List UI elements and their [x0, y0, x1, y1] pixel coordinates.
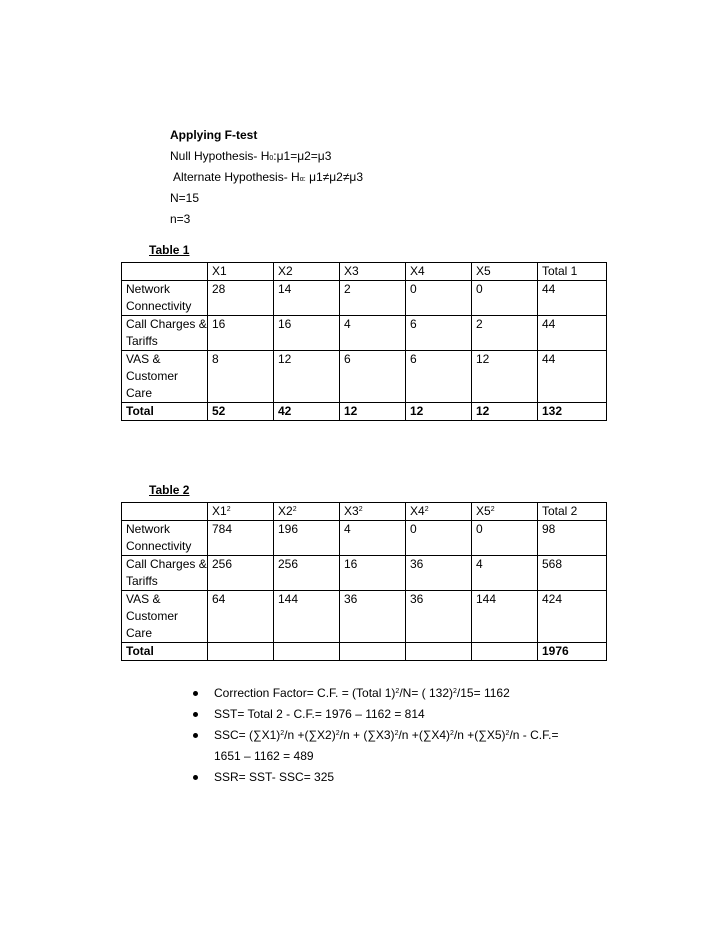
row-label: VAS & Customer Care — [122, 591, 208, 643]
table-row — [122, 556, 607, 591]
table-cell: 784 — [208, 521, 274, 556]
table-cell: 12 — [274, 351, 340, 403]
table-cell: 256 — [274, 556, 340, 591]
correction-factor-item: Correction Factor= C.F. = (Total 1)$^2$/N= ( 132)$^2$/15= 1162 — [188, 683, 558, 704]
table-cell: 16 — [340, 556, 406, 591]
row-label: Network Connectivity — [122, 281, 208, 316]
table-row — [122, 643, 607, 661]
table-cell: 64 — [208, 591, 274, 643]
table-cell: 144 — [472, 591, 538, 643]
table-cell: 44 — [538, 316, 607, 351]
intro-block — [170, 125, 363, 230]
table1-body — [122, 263, 607, 421]
header-row — [122, 263, 607, 281]
header-cell: X1 — [208, 263, 274, 281]
null-hypothesis: Null Hypothesis- $H_0:\mu 1=\mu 2=\mu 3$ — [170, 149, 332, 163]
table-cell: 42 — [274, 403, 340, 421]
row-label: Total — [122, 643, 208, 661]
header-cell: $X2^2$ — [274, 503, 340, 521]
table-cell: 12 — [340, 403, 406, 421]
ssr-item: SSR= SST- SSC= 325 — [188, 767, 558, 788]
ssc-item: $SSC= (\sum X1)^2/n +(\sum X2)^2/n + (\sum X3)^2/n +(\sum X4)^2/n +(\sum X5)^2/n - C.F.=$ 1651 – 1162 = 489 — [188, 725, 558, 767]
table-cell: 52 — [208, 403, 274, 421]
table-row — [122, 591, 607, 643]
table-row — [122, 281, 607, 316]
header-cell: X5 — [472, 263, 538, 281]
row-label: Network Connectivity — [122, 521, 208, 556]
table1-caption: Table 1 — [149, 243, 190, 257]
table-cell — [472, 643, 538, 661]
table-cell: 424 — [538, 591, 607, 643]
table-cell: 36 — [406, 591, 472, 643]
table-row — [122, 403, 607, 421]
header-cell: Total 2 — [538, 503, 607, 521]
bullet-dot-icon — [193, 775, 198, 780]
table-cell — [208, 643, 274, 661]
table-cell: 16 — [208, 316, 274, 351]
table-cell: 8 — [208, 351, 274, 403]
header-row — [122, 503, 607, 521]
table-cell — [340, 643, 406, 661]
table-cell: 0 — [406, 521, 472, 556]
table-cell: 0 — [472, 281, 538, 316]
sst-item: SST= Total 2 - C.F.= 1976 – 1162 = 814 — [188, 704, 558, 725]
table-cell — [406, 643, 472, 661]
table-cell: 2 — [340, 281, 406, 316]
table-cell: 12 — [406, 403, 472, 421]
bullet-dot-icon — [193, 712, 198, 717]
table-cell: 0 — [472, 521, 538, 556]
heading: Applying F-test — [170, 128, 258, 142]
table-cell: 4 — [340, 316, 406, 351]
table-cell: 0 — [406, 281, 472, 316]
header-cell: X3 — [340, 263, 406, 281]
header-cell: $X4^2$ — [406, 503, 472, 521]
table-cell: 16 — [274, 316, 340, 351]
formula-list — [188, 683, 558, 788]
header-cell — [122, 263, 208, 281]
table-cell: 12 — [472, 403, 538, 421]
table-cell: 12 — [472, 351, 538, 403]
alternate-hypothesis: Alternate Hypothesis- $H_{\alpha:}$ μ1≠μ2≠μ3 — [173, 170, 364, 184]
table-cell: 44 — [538, 351, 607, 403]
table1 — [121, 262, 607, 421]
header-cell — [122, 503, 208, 521]
table-cell: 98 — [538, 521, 607, 556]
header-cell: $X1^2$ — [208, 503, 274, 521]
table-cell: 132 — [538, 403, 607, 421]
bullet-dot-icon — [193, 691, 198, 696]
row-label: Total — [122, 403, 208, 421]
table-cell: 568 — [538, 556, 607, 591]
population-size: N=15 — [170, 191, 200, 205]
row-label: Call Charges & Tariffs — [122, 556, 208, 591]
table-cell: 6 — [406, 316, 472, 351]
sample-size: n=3 — [170, 212, 191, 226]
table-cell: 1976 — [538, 643, 607, 661]
ssc-result: 1651 – 1162 = 489 — [214, 749, 314, 763]
table-cell: 28 — [208, 281, 274, 316]
table-cell: 6 — [340, 351, 406, 403]
table-cell: 14 — [274, 281, 340, 316]
table-cell: 36 — [406, 556, 472, 591]
table-cell: 6 — [406, 351, 472, 403]
table-cell: 2 — [472, 316, 538, 351]
table-cell — [274, 643, 340, 661]
table-cell: 4 — [472, 556, 538, 591]
header-cell: Total 1 — [538, 263, 607, 281]
row-label: VAS & Customer Care — [122, 351, 208, 403]
table-cell: 4 — [340, 521, 406, 556]
header-cell: X4 — [406, 263, 472, 281]
table-cell: 144 — [274, 591, 340, 643]
header-cell: X2 — [274, 263, 340, 281]
table-row — [122, 521, 607, 556]
row-label: Call Charges & Tariffs — [122, 316, 208, 351]
table2-caption: Table 2 — [149, 483, 190, 497]
table-cell: 196 — [274, 521, 340, 556]
table-cell: 256 — [208, 556, 274, 591]
header-cell: $X3^2$ — [340, 503, 406, 521]
header-cell: $X5^2$ — [472, 503, 538, 521]
table-cell: 36 — [340, 591, 406, 643]
table-cell: 44 — [538, 281, 607, 316]
table2-body — [122, 503, 607, 661]
table-row — [122, 351, 607, 403]
bullet-dot-icon — [193, 733, 198, 738]
table-row — [122, 316, 607, 351]
table2 — [121, 502, 607, 661]
